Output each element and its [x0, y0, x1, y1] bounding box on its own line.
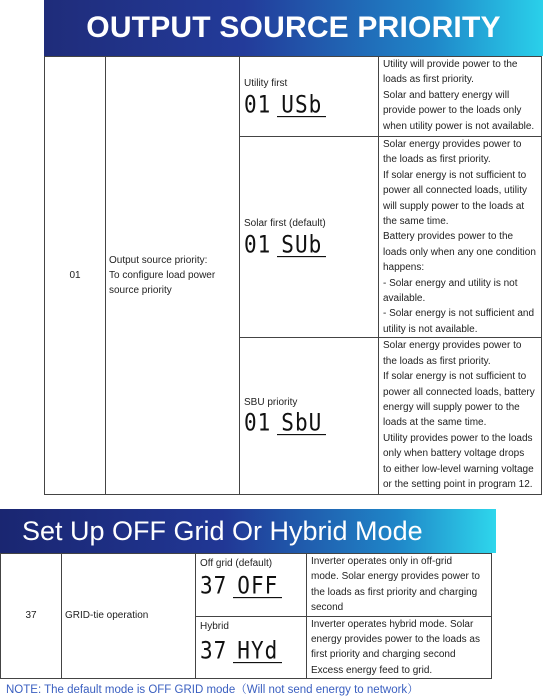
option-label: Off grid (default) — [200, 558, 273, 569]
lcd-display: 01 USb — [244, 93, 326, 117]
output-priority-table — [44, 56, 542, 495]
program-description: GRID-tie operation — [62, 554, 196, 679]
setting-solar-first — [240, 137, 379, 338]
program-description: Output source priority: To configure load power source priority — [106, 57, 240, 495]
option-label: SBU priority — [244, 397, 298, 409]
setting-utility-first — [240, 57, 379, 137]
program-number: 37 — [1, 554, 62, 679]
option-description: Inverter operates hybrid mode. Solar energy provides power to the loads as first priority and charging second Excess energy feed to grid. — [307, 616, 492, 679]
grid-mode-banner — [0, 509, 496, 553]
table-row — [1, 554, 492, 617]
lcd-display: 01 SUb — [244, 233, 326, 257]
option-description: Solar energy provides power to the loads as first priority. If solar energy is not sufficient to power all connected loads, utility will supply power to the loads at the same time. Battery provides power to the loads only when any one condition happens: - Solar energy and utility is not available. - Solar energy is not sufficient and utility is not available. — [379, 137, 542, 338]
grid-mode-table — [0, 553, 492, 679]
option-label: Solar first (default) — [244, 218, 326, 229]
option-description: Inverter operates only in off-grid mode. Solar energy provides power to the loads as first priority and charging second — [307, 554, 492, 617]
option-label: Hybrid — [200, 620, 229, 632]
lcd-display: 37 OFF — [200, 574, 282, 598]
table-row — [45, 57, 542, 137]
banner-title: OUTPUT SOURCE PRIORITY — [86, 11, 501, 44]
default-mode-note: NOTE: The default mode is OFF GRID mode（Will not send energy to network） — [6, 684, 419, 696]
setting-sbu-priority — [240, 338, 379, 495]
lcd-display: 37 HYd — [200, 639, 282, 663]
lcd-display: 01 SbU — [244, 411, 326, 435]
option-description: Utility will provide power to the loads as first priority. Solar and battery energy will provide power to the loads only when utility power is not available. — [379, 57, 542, 137]
banner-title: Set Up OFF Grid Or Hybrid Mode — [22, 515, 423, 546]
setting-off-grid — [196, 554, 307, 617]
program-number: 01 — [45, 57, 106, 495]
output-source-priority-banner — [44, 0, 543, 56]
option-label: Utility first — [244, 78, 288, 89]
option-description: Solar energy provides power to the loads as first priority. If solar energy is not sufficient to power all connected loads, battery energy will supply power to the loads at the same time. Utility provides power to the loads only when battery voltage drops to either low-level warning voltage or the setting point in program 12. — [379, 338, 542, 495]
setting-hybrid — [196, 616, 307, 679]
